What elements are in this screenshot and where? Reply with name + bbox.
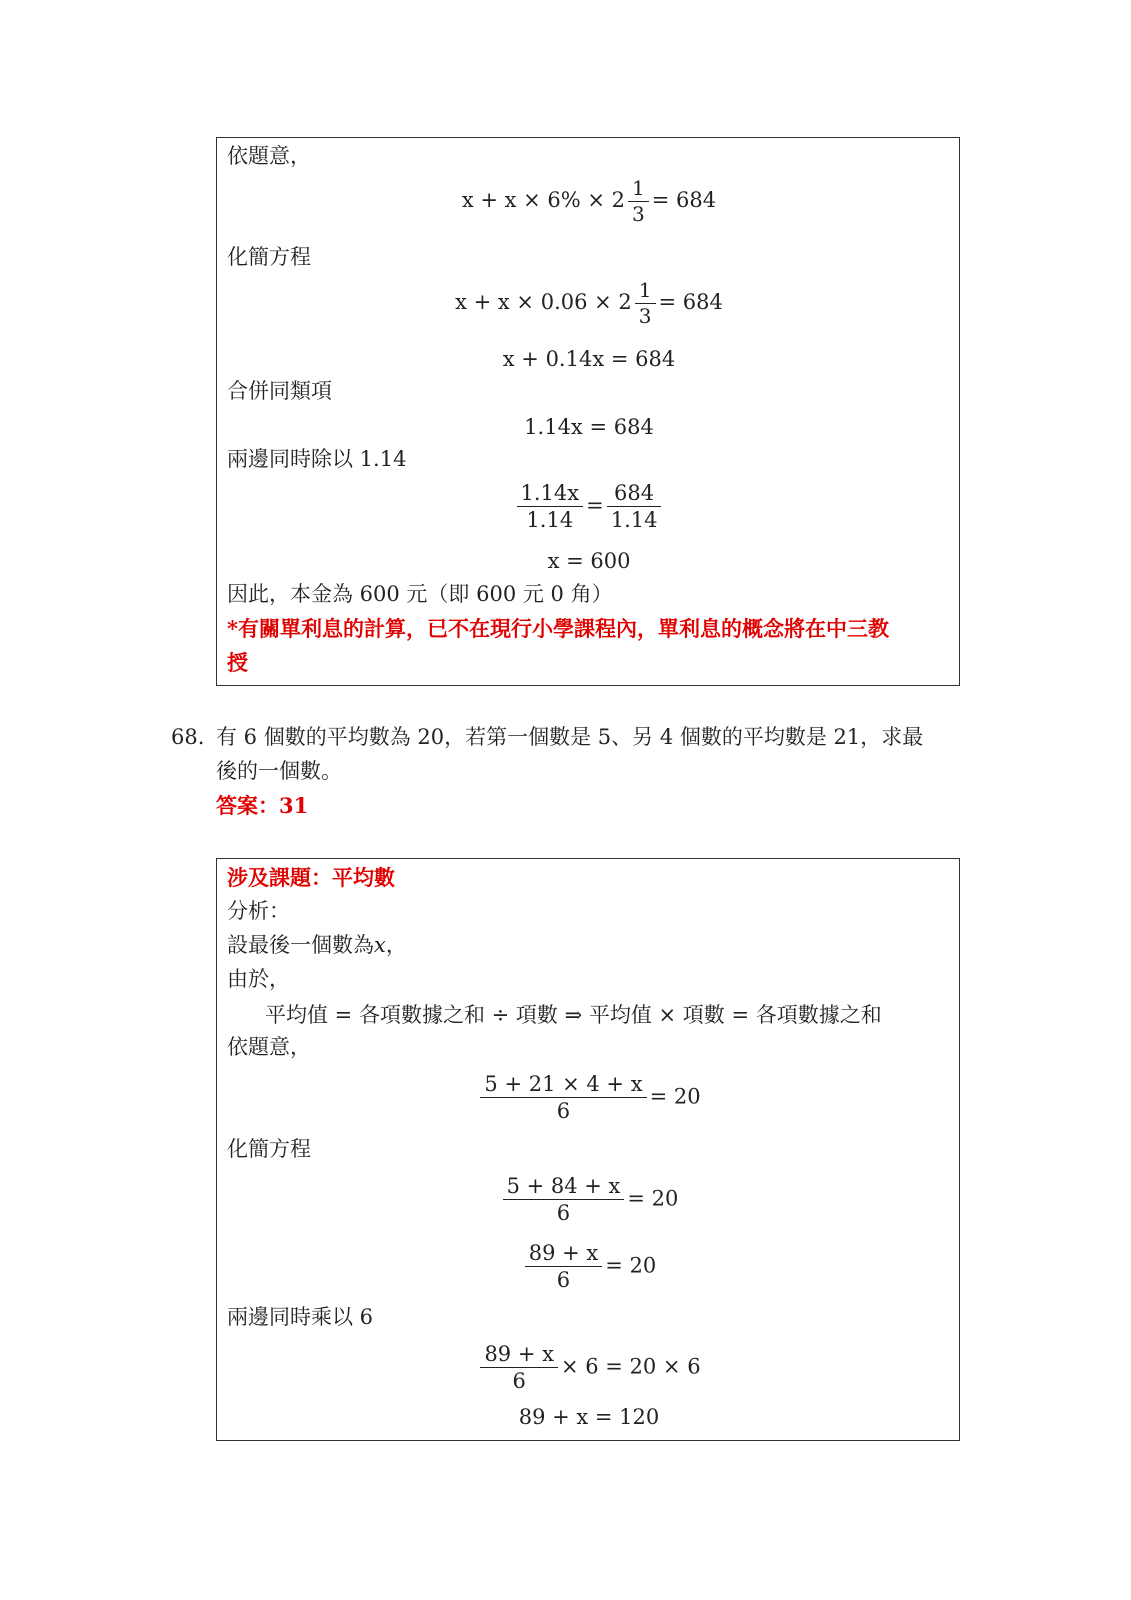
equation-rhs: = 684 [658, 290, 723, 314]
fraction-numerator: 1 [635, 278, 656, 304]
solution-box-1 [216, 137, 960, 686]
text-result: 因此，本金為 600 元（即 600 元 0 角） [227, 582, 613, 606]
text-let [227, 933, 407, 958]
equation-2 [217, 278, 961, 329]
equation-6: x = 600 [547, 549, 631, 573]
equation-lhs: x + x × 0.06 × 2 [455, 290, 632, 314]
equation-1 [217, 1071, 961, 1125]
text-since: 由於， [227, 967, 290, 991]
note-line-2: 授 [227, 650, 248, 675]
note-line-1: *有關單利息的計算，已不在現行小學課程內，單利息的概念將在中三教 [227, 616, 889, 641]
text-simplify: 化簡方程 [227, 245, 311, 269]
solution-box-2 [216, 858, 960, 1441]
fraction-numerator: 5 + 21 × 4 + x [480, 1071, 646, 1098]
equation-rhs: = 684 [651, 188, 717, 212]
answer: 答案：31 [216, 793, 309, 818]
fraction-numerator: 5 + 84 + x [503, 1173, 625, 1200]
equation-rhs: = 20 [627, 1186, 679, 1211]
fraction-denominator: 3 [638, 304, 652, 328]
variable-x: x [374, 933, 386, 957]
fraction-denominator: 3 [632, 202, 645, 226]
equation-rhs: = 20 [605, 1253, 657, 1278]
question-number: 68. [171, 725, 205, 749]
fraction-numerator: 89 + x [525, 1240, 603, 1267]
text-divide: 兩邊同時除以 1.14 [227, 447, 407, 471]
text-simplify: 化簡方程 [227, 1137, 311, 1161]
equation-1 [217, 176, 961, 227]
fraction-denominator: 6 [512, 1369, 526, 1394]
fraction-denominator: 1.14 [610, 508, 658, 533]
equation-5: 89 + x = 120 [518, 1405, 660, 1429]
text-combine: 合併同類項 [227, 379, 332, 403]
equation-2 [217, 1173, 961, 1227]
fraction-denominator: 6 [556, 1201, 571, 1226]
equation-4 [217, 1341, 961, 1395]
equation-rhs: = 20 [649, 1084, 701, 1109]
text-analysis: 分析： [227, 899, 290, 923]
equals-sign: = [586, 493, 604, 518]
text-intro: 依題意， [227, 144, 311, 168]
question-text-line-2: 後的一個數。 [216, 759, 342, 783]
text-let-suffix: ， [385, 933, 407, 957]
equation-3: x + 0.14x = 684 [502, 347, 676, 371]
equation-lhs: x + x × 6% × 2 [461, 188, 626, 212]
fraction-numerator: 1.14x [517, 480, 584, 507]
fraction-numerator: 1 [628, 176, 649, 202]
equation-4: 1.14x = 684 [524, 415, 654, 439]
fraction-denominator: 1.14 [526, 508, 574, 533]
fraction-numerator: 684 [607, 480, 662, 507]
fraction-denominator: 6 [556, 1099, 571, 1124]
equation-3 [217, 1240, 961, 1294]
fraction-denominator: 6 [556, 1268, 571, 1293]
equation-5 [217, 480, 961, 534]
formula-average: 平均值 = 各項數據之和 ÷ 項數 ⇒ 平均值 × 項數 = 各項數據之和 [265, 1003, 882, 1027]
text-let-prefix: 設最後一個數為 [227, 933, 374, 957]
equation-rhs: × 6 = 20 × 6 [560, 1354, 701, 1379]
text-multiply: 兩邊同時乘以 6 [227, 1305, 374, 1329]
topic-label: 涉及課題：平均數 [227, 865, 395, 890]
text-intro: 依題意， [227, 1035, 311, 1059]
fraction-numerator: 89 + x [480, 1341, 558, 1368]
question-text-line-1: 有 6 個數的平均數為 20，若第一個數是 5、另 4 個數的平均數是 21，求最 [216, 725, 924, 749]
